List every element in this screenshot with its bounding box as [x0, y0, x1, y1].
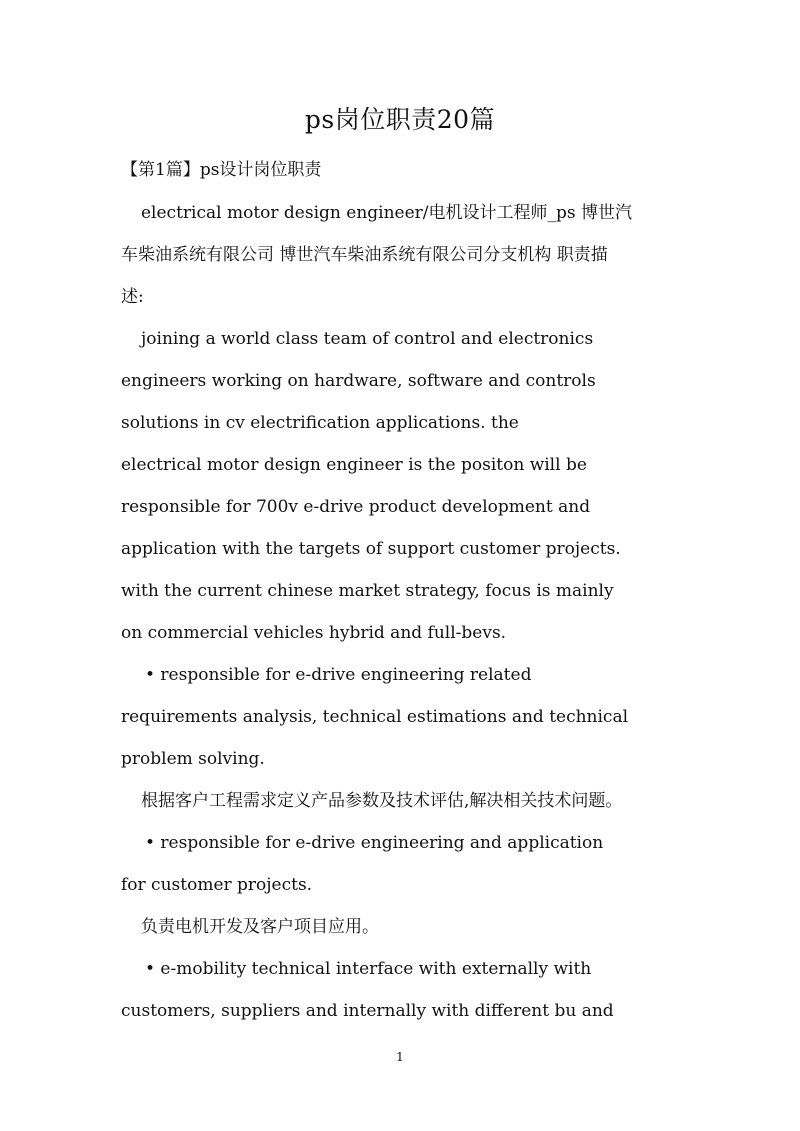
paragraph-line: electrical motor design engineer/电机设计工程师_ps 博世汽: [141, 203, 633, 223]
paragraph-line: requirements analysis, technical estimations and technical: [121, 707, 629, 727]
paragraph-line: joining a world class team of control and electronics: [141, 329, 594, 349]
paragraph-line: on commercial vehicles hybrid and full-bevs.: [121, 623, 507, 643]
page-number: 1: [396, 1050, 404, 1064]
paragraph-line: 根据客户工程需求定义产品参数及技术评估,解决相关技术问题。: [141, 791, 623, 811]
paragraph-line: application with the targets of support customer projects.: [121, 539, 621, 559]
paragraph-line: for customer projects.: [121, 875, 313, 895]
section-heading: 【第1篇】ps设计岗位职责: [121, 160, 322, 180]
paragraph-line: electrical motor design engineer is the positon will be: [121, 455, 587, 475]
bullet-item: • responsible for e-drive engineering related: [145, 665, 532, 685]
bullet-item: • e-mobility technical interface with externally with: [145, 959, 592, 979]
paragraph-line: responsible for 700v e-drive product development and: [121, 497, 591, 517]
paragraph-line: problem solving.: [121, 749, 265, 769]
paragraph-line: engineers working on hardware, software and controls: [121, 371, 596, 391]
paragraph-line: solutions in cv electrification applications. the: [121, 413, 519, 433]
paragraph-line: 述:: [121, 287, 144, 307]
paragraph-line: with the current chinese market strategy, focus is mainly: [121, 581, 614, 601]
paragraph-line: customers, suppliers and internally with different bu and: [121, 1001, 614, 1021]
document-title: ps岗位职责20篇: [304, 105, 496, 134]
paragraph-line: 车柴油系统有限公司 博世汽车柴油系统有限公司分支机构 职责描: [121, 245, 608, 265]
bullet-item: • responsible for e-drive engineering and application: [145, 833, 604, 853]
paragraph-line: 负责电机开发及客户项目应用。: [141, 917, 379, 937]
